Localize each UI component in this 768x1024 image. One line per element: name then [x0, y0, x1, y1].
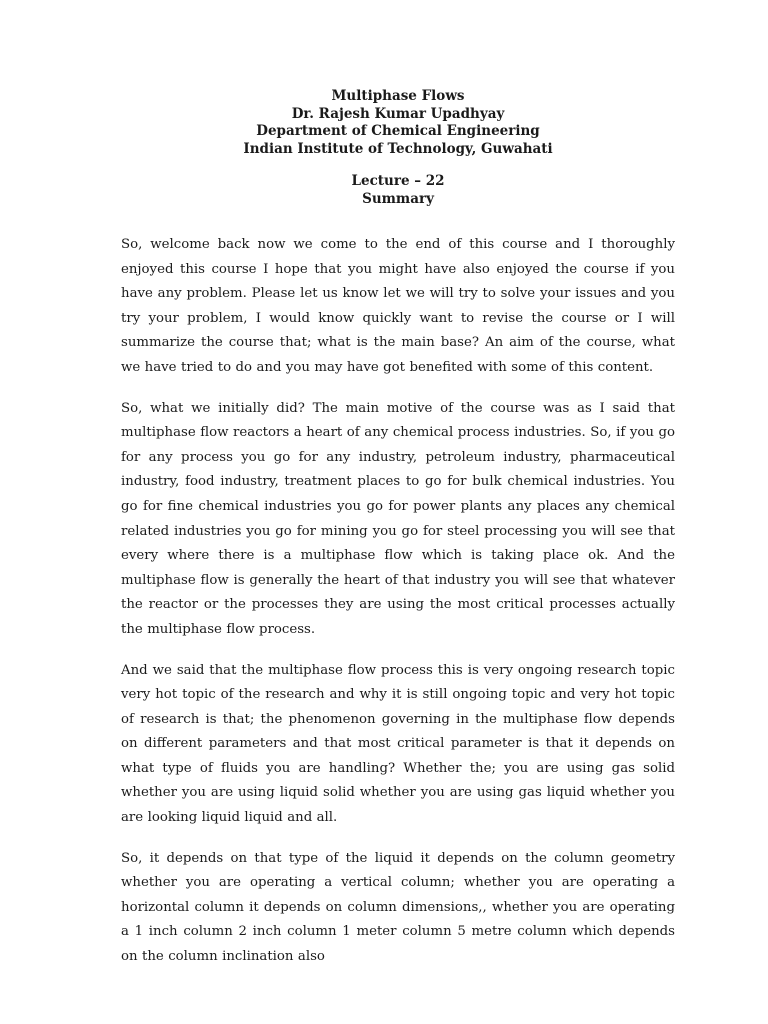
paragraph: So, welcome back now we come to the end of this course and I thoroughly enjoyed this course I hope that you might have also enjoyed the course if you have any problem. Please let us know let we will try to solve your issues and you try your problem, I would know quickly want to revise the course or I will summarize the course that; what is the main base? An aim of the course, what we have tried to do and you may have got benefited with some of this content. — [121, 237, 675, 375]
paragraph: So, what we initially did? The main motive of the course was as I said that multiphase flow reactors a heart of any chemical process industries. So, if you go for any process you go for any industry, petroleum industry, pharmaceutical industry, food industry, treatment places to go for bulk chemical industries. You go for fine chemical industries you go for power plants any places any chemical related industries you go for mining you go for steel processing you will see that every where there is a multiphase flow which is taking place ok. And the multiphase flow is generally the heart of that industry you will see that whatever the reactor or the processes they are using the most critical processes actually the multiphase flow process. — [121, 400, 675, 637]
institute-name: Indian Institute of Technology, Guwahati — [243, 140, 553, 157]
course-title: Multiphase Flows — [331, 88, 465, 104]
paragraph: And we said that the multiphase flow process this is very ongoing research topic very hot topic of the research and why it is still ongoing topic and very hot topic of research is that; the phenomenon governing in the multiphase flow depends on different parameters and that most critical parameter is that it depends on what type of fluids you are handling? Whether the; you are using gas solid whether you are using liquid solid whether you are using gas liquid whether you are looking liquid liquid and all. — [121, 662, 675, 826]
lecture-number: Lecture – 22 — [351, 173, 445, 189]
department-name: Department of Chemical Engineering — [256, 123, 540, 139]
document-header — [0, 88, 768, 158]
lecture-heading — [0, 173, 768, 208]
transcript-body — [121, 233, 675, 986]
instructor-name: Dr. Rajesh Kumar Upadhyay — [291, 105, 505, 122]
lecture-title: Summary — [362, 190, 434, 207]
paragraph: So, it depends on that type of the liquid it depends on the column geometry whether you are operating a vertical column; whether you are operating a horizontal column it depends on column dimensions,, whether you are operating a 1 inch column 2 inch column 1 meter column 5 metre column which depends on the column inclination also — [121, 850, 675, 965]
